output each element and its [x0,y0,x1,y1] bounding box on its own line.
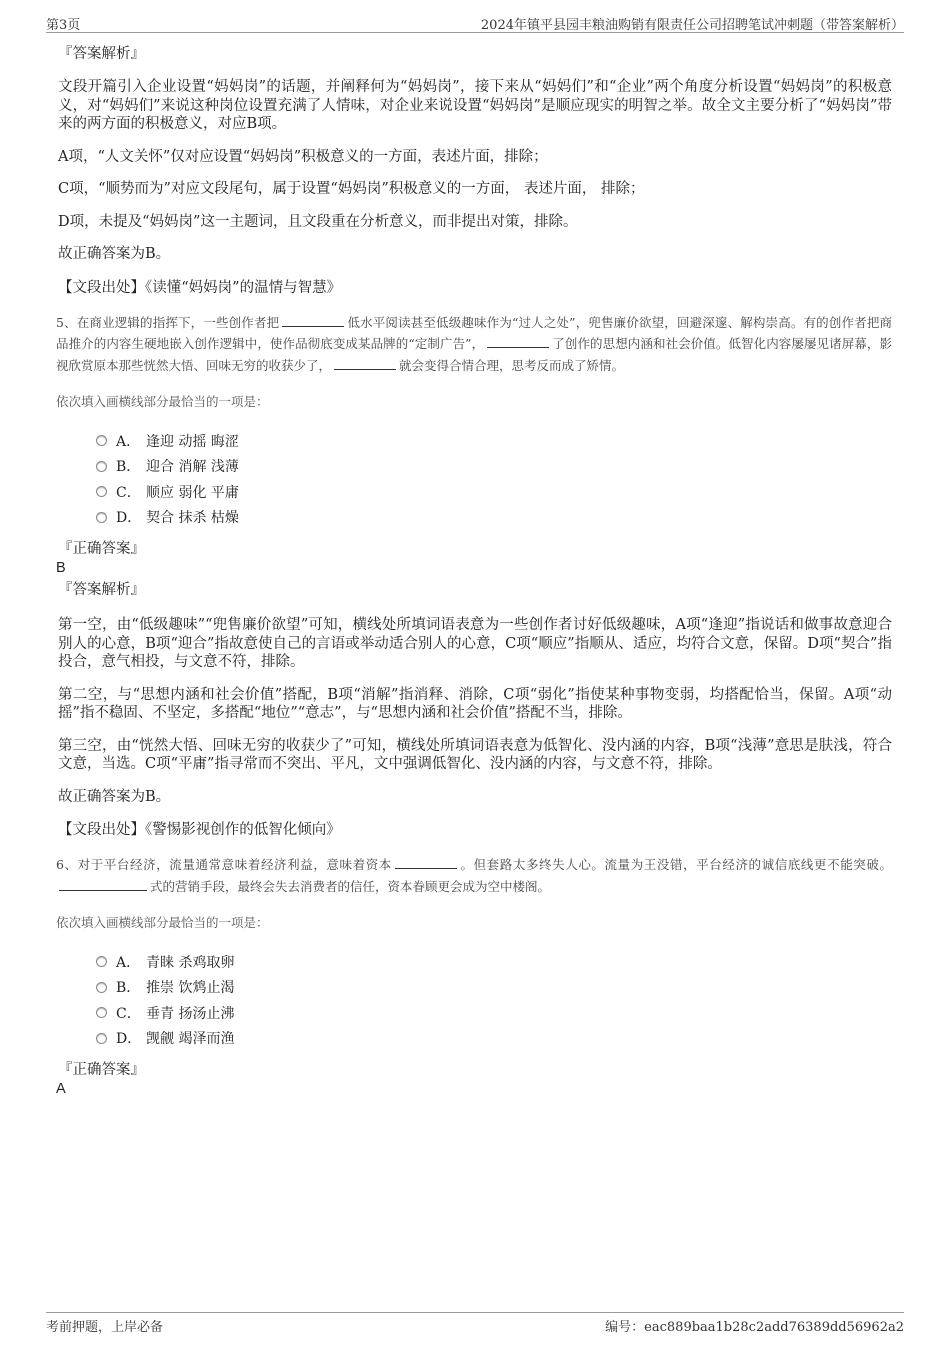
fill-blank [334,357,396,370]
passage-source: 【文段出处】《读懂“妈妈岗”的温情与智慧》 [58,279,342,296]
option-text: 推崇 饮鸩止渴 [146,980,235,997]
fill-blank [59,878,147,891]
analysis-paragraph: 文段开篇引入企业设置“妈妈岗”的话题，并阐释何为“妈妈岗”，接下来从“妈妈们”和“企业”两个角度分析设置“妈妈岗”的积极意义，对“妈妈们”来说这种岗位设置充满了人情味，对企业来说设置“妈妈岗”是顺应现实的明智之举。故全文主要分析了“妈妈岗”带来的两方面的积极意义，对应B项。 [58,79,892,132]
option-letter: D． [116,510,142,527]
correct-answer-label: 『正确答案』 [58,1062,145,1078]
option-a[interactable] [96,428,892,454]
option-letter: C． [116,1005,141,1022]
page-number: 第3页 [46,18,81,33]
radio-icon[interactable] [96,1033,107,1044]
option-b[interactable] [96,975,892,1001]
question-text: 了创作的思想内涵和社会价值。低智化内容屡屡见诸屏幕，影视欣赏原本那些恍然大悟、回味无穷的收获少了， [56,336,892,373]
radio-icon[interactable] [96,982,107,993]
option-a[interactable] [96,949,892,975]
analysis-paragraph: A项，“人文关怀”仅对应设置“妈妈岗”积极意义的一方面，表述片面，排除； [58,148,548,165]
radio-icon[interactable] [96,435,107,446]
option-text: 逢迎 动摇 晦涩 [146,433,239,450]
document-title: 2024年镇平县园丰粮油购销有限责任公司招聘笔试冲刺题（带答案解析） [480,18,904,33]
radio-icon[interactable] [96,1007,107,1018]
question-text: 就会变得合情合理，思考反而成了矫情。 [399,357,625,373]
page-content [58,44,892,1101]
option-d[interactable] [96,505,892,531]
document-id: 编号：eac889baa1b28c2add76389dd56962a2 [605,1320,904,1335]
page-footer [46,1312,904,1335]
option-letter: D． [116,1031,142,1048]
analysis-paragraph: C项，“顺势而为”对应文段尾句，属于设置“妈妈岗”积极意义的一方面， 表述片面， 排除； [58,181,645,197]
answer-analysis-label: 『答案解析』 [58,46,145,62]
question-6 [56,854,892,897]
analysis-conclusion: 故正确答案为B。 [58,788,171,805]
radio-icon[interactable] [96,512,107,523]
option-c[interactable] [96,479,892,505]
option-text: 顺应 弱化 平庸 [146,484,239,501]
option-c[interactable] [96,1000,892,1026]
page-header [46,12,904,33]
radio-icon[interactable] [96,461,107,472]
analysis-paragraph: D项，未提及“妈妈岗”这一主题词，且文段重在分析意义，而非提出对策，排除。 [58,213,578,230]
option-text: 觊觎 竭泽而渔 [146,1031,235,1048]
option-text: 迎合 消解 浅薄 [146,459,239,476]
analysis-paragraph: 第二空，与“思想内涵和社会价值”搭配，B项“消解”指消释、消除，C项“弱化”指使某种事物变弱，均搭配恰当，保留。A项“动摇”指不稳固、不坚定，多搭配“地位”“意志”，与“思想内涵和社会价值”搭配不当，排除。 [58,686,892,721]
analysis-conclusion: 故正确答案为B。 [58,246,171,262]
option-text: 契合 抹杀 枯燥 [146,510,239,527]
option-letter: C． [116,484,141,501]
option-text: 青睐 杀鸡取卵 [146,954,235,971]
footer-slogan: 考前押题，上岸必备 [46,1320,164,1335]
analysis-paragraph: 第三空，由“恍然大悟、回味无穷的收获少了”可知，横线处所填词语表意为低智化、没内涵的内容，B项“浅薄”意思是肤浅，符合文意，当选。C项“平庸”指寻常而不突出、平凡，文中强调低智化、没内涵的内容，与文意不符，排除。 [58,737,892,772]
option-letter: A． [116,433,141,450]
answer-analysis-label: 『答案解析』 [58,582,145,598]
question-text: 。但套路太多终失人心。流量为王没错，平台经济的诚信底线更不能突破。 [459,857,892,872]
question-text: 5、在商业逻辑的指挥下，一些创作者把 [56,314,280,330]
options-list [96,949,892,1051]
option-letter: A． [116,954,141,971]
correct-answer-label: 『正确答案』 [58,541,145,557]
question-text: 低水平阅读甚至低级趣味作为“过人之处”，兜售廉价欲望，回避深邃、解构崇高。有的创作者把商品推介的内容生硬地嵌入创作逻辑中，使作品彻底变成某品牌的“定制广告”， [56,314,892,351]
option-b[interactable] [96,454,892,480]
question-text: 式的营销手段，最终会失去消费者的信任，资本眷顾更会成为空中楼阁。 [150,878,551,894]
fill-blank [395,856,457,869]
question-prompt: 依次填入画横线部分最恰当的一项是： [56,394,269,409]
radio-icon[interactable] [96,956,107,967]
option-d[interactable] [96,1026,892,1052]
question-5 [56,312,892,377]
question-text: 6、对于平台经济，流量通常意味着经济利益，意味着资本 [56,857,392,872]
passage-source: 【文段出处】《警惕影视创作的低智化倾向》 [58,822,341,838]
fill-blank [282,314,344,327]
option-letter: B． [116,980,141,997]
correct-answer: A [56,1081,66,1097]
analysis-paragraph: 第一空，由“低级趣味”“兜售廉价欲望”可知，横线处所填词语表意为一些创作者讨好低级趣味，A项“逢迎”指说话和做事故意迎合别人的心意，B项“迎合”指故意使自己的言语或举动适合别人的心意，C项“顺应”指顺从、适应，均符合文意，保留。D项“契合”指投合，意气相投，与文意不符，排除。 [58,617,892,670]
correct-answer: B [56,560,66,576]
fill-blank [487,335,549,348]
option-text: 垂青 扬汤止沸 [146,1005,235,1022]
radio-icon[interactable] [96,486,107,497]
option-letter: B． [116,459,141,476]
question-prompt: 依次填入画横线部分最恰当的一项是： [56,915,269,930]
options-list [96,428,892,530]
